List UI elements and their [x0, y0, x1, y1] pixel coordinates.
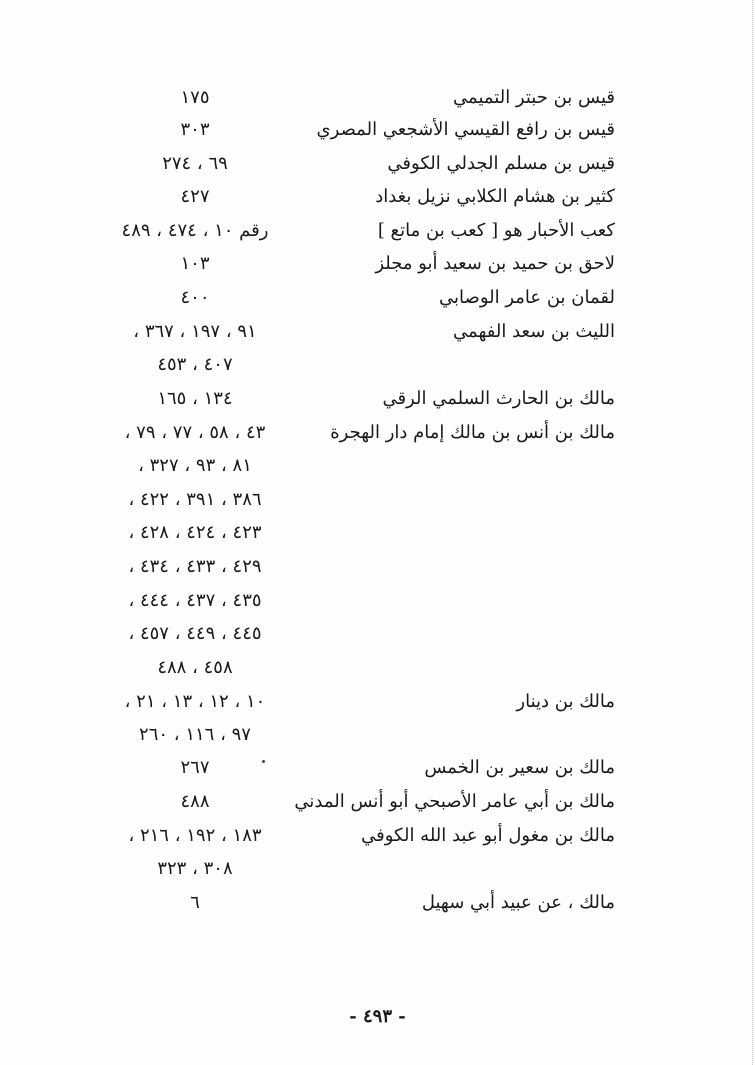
- index-continuation: [0, 450, 755, 482]
- page-references: ٤٥٨ ، ٤٨٨: [157, 657, 233, 678]
- person-name: مالك بن الحارث السلمي الرقي: [382, 388, 615, 409]
- person-name: مالك ، عن عبيد أبي سهيل: [421, 892, 615, 913]
- index-continuation: [0, 618, 755, 650]
- index-entry: [0, 82, 755, 114]
- page-references: ٤٨٨: [180, 791, 210, 812]
- index-entry: [0, 248, 755, 280]
- page-references: ٤٠٧ ، ٤٥٣: [157, 354, 233, 375]
- index-continuation: [0, 551, 755, 583]
- page-references: ٤٣٥ ، ٤٣٧ ، ٤٤٤ ،: [128, 590, 262, 611]
- index-continuation: [0, 517, 755, 549]
- page-number: - ٤٩٣ -: [349, 1006, 406, 1027]
- index-entry: [0, 114, 755, 146]
- index-entry: [0, 887, 755, 919]
- index-entry: [0, 181, 755, 213]
- index-continuation: [0, 853, 755, 885]
- index-entry: [0, 383, 755, 415]
- page-references: ٨١ ، ٩٣ ، ٣٢٧ ،: [138, 455, 252, 476]
- page-references: ٩٧ ، ١١٦ ، ٢٦٠: [139, 724, 251, 745]
- person-name: مالك بن سعير بن الخمس: [424, 757, 615, 778]
- index-entry: [0, 686, 755, 718]
- index-entry: [0, 282, 755, 314]
- page-references: ٣٠٨ ، ٣٢٣: [157, 858, 233, 879]
- index-entry: [0, 820, 755, 852]
- index-continuation: [0, 349, 755, 381]
- index-entry: [0, 215, 755, 247]
- page-references: ٤٢٩ ، ٤٣٣ ، ٤٣٤ ،: [128, 556, 262, 577]
- page-references: ٤٠٠: [180, 287, 210, 308]
- page-references: ٤٢٣ ، ٤٢٤ ، ٤٢٨ ،: [128, 522, 262, 543]
- page-references: ٤٢٧: [180, 186, 210, 207]
- index-entry: [0, 417, 755, 449]
- page-references: ٣٨٦ ، ٣٩١ ، ٤٢٢ ،: [128, 489, 262, 510]
- page-references: ٩١ ، ١٩٧ ، ٣٦٧ ،: [133, 321, 257, 342]
- person-name: قيس بن مسلم الجدلي الكوفي: [387, 153, 615, 174]
- page-references: ١٣٤ ، ١٦٥: [157, 388, 233, 409]
- page-references: ١٧٥: [180, 87, 210, 108]
- person-name: قيس بن رافع القيسي الأشجعي المصري: [316, 119, 615, 140]
- page-references: ١٨٣ ، ١٩٢ ، ٢١٦ ،: [128, 825, 262, 846]
- person-name: الليث بن سعد الفهمي: [453, 321, 615, 342]
- index-entry: [0, 148, 755, 180]
- index-entry: [0, 786, 755, 818]
- index-entry: [0, 316, 755, 348]
- person-name: مالك بن أنس بن مالك إمام دار الهجرة: [330, 422, 615, 443]
- page-references: رقم ١٠ ، ٤٧٤ ، ٤٨٩: [121, 220, 269, 241]
- person-name: كعب الأحبار هو [ كعب بن ماتع ]: [377, 220, 615, 241]
- page-references: ١٠٣: [180, 253, 210, 274]
- person-name: مالك بن دينار: [516, 691, 615, 712]
- page-references: ٤٣ ، ٥٨ ، ٧٧ ، ٧٩ ،: [124, 422, 266, 443]
- index-entry: [0, 752, 755, 784]
- ink-speck: [262, 760, 265, 763]
- person-name: قيس بن حبتر التميمي: [453, 87, 615, 108]
- person-name: مالك بن مغول أبو عبد الله الكوفي: [361, 825, 615, 846]
- person-name: لقمان بن عامر الوصابي: [439, 287, 615, 308]
- page-references: ٦: [190, 892, 200, 913]
- index-continuation: [0, 585, 755, 617]
- index-continuation: [0, 719, 755, 751]
- person-name: مالك بن أبي عامر الأصبحي أبو أنس المدني: [294, 791, 615, 812]
- person-name: لاحق بن حميد بن سعيد أبو مجلز: [375, 253, 615, 274]
- index-continuation: [0, 484, 755, 516]
- page-references: ١٠ ، ١٢ ، ١٣ ، ٢١ ،: [124, 691, 266, 712]
- page-references: ٢٦٧: [180, 757, 210, 778]
- page-references: ٤٤٥ ، ٤٤٩ ، ٤٥٧ ،: [128, 623, 262, 644]
- page-references: ٦٩ ، ٢٧٤: [162, 153, 228, 174]
- page-references: ٣٠٣: [180, 119, 210, 140]
- person-name: كثير بن هشام الكلابي نزيل بغداد: [375, 186, 615, 207]
- index-continuation: [0, 652, 755, 684]
